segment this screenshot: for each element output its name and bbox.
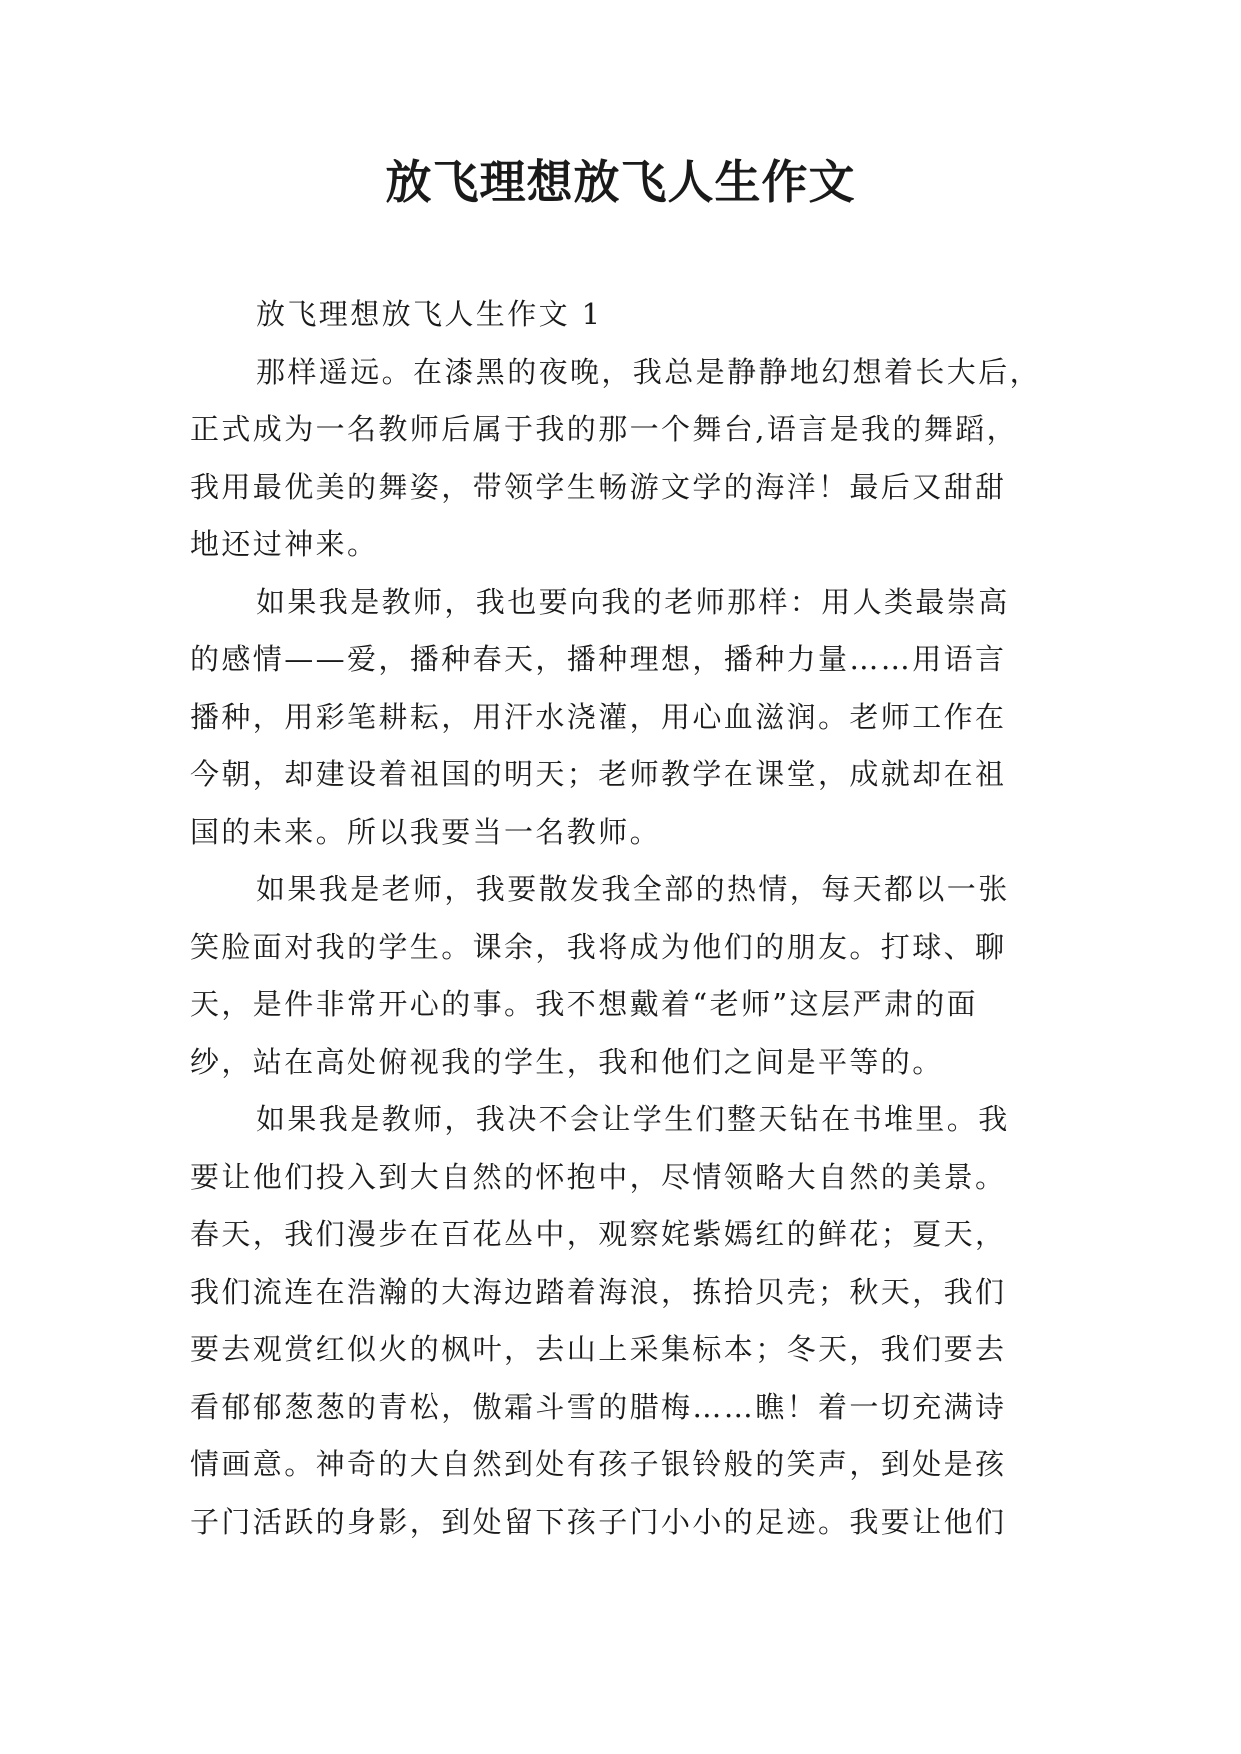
text-line: 情画意。神奇的大自然到处有孩子银铃般的笑声，到处是孩 [190, 1447, 1007, 1481]
text-line: 如果我是老师，我要散发我全部的热情，每天都以一张 [256, 872, 1010, 906]
paragraph-4 [190, 861, 1052, 1091]
document-body [190, 286, 1052, 1551]
paragraph-5 [190, 1091, 1052, 1551]
text-line: 那样遥远。在漆黑的夜晚，我总是静静地幻想着长大后， [256, 354, 1042, 389]
text-line: 春天，我们漫步在百花丛中，观察姹紫嫣红的鲜花；夏天， [190, 1217, 1007, 1251]
paragraph-2 [190, 344, 1052, 574]
text-line: 天，是件非常开心的事。我不想戴着“老师”这层严肃的面 [190, 987, 979, 1021]
text-line: 要去观赏红似火的枫叶，去山上采集标本；冬天，我们要去 [190, 1332, 1007, 1366]
text-line: 正式成为一名教师后属于我的那一个舞台,语言是我的舞蹈， [190, 412, 1019, 446]
document-title: 放飞理想放飞人生作文 [385, 155, 856, 209]
text-line: 如果我是教师，我决不会让学生们整天钻在书堆里。我 [256, 1102, 1010, 1136]
text-line: 笑脸面对我的学生。课余，我将成为他们的朋友。打球、聊 [190, 929, 1007, 964]
text-line: 纱，站在高处俯视我的学生，我和他们之间是平等的。 [190, 1044, 944, 1079]
text-line: 今朝，却建设着祖国的明天；老师教学在课堂，成就却在祖 [190, 757, 1007, 791]
text-line: 看郁郁葱葱的青松，傲霜斗雪的腊梅……瞧！着一切充满诗 [190, 1389, 1007, 1424]
text-line: 播种，用彩笔耕耘，用汗水浇灌，用心血滋润。老师工作在 [190, 699, 1007, 734]
text-line: 如果我是教师，我也要向我的老师那样：用人类最崇高 [256, 584, 1010, 619]
text-line: 国的未来。所以我要当一名教师。 [190, 814, 662, 849]
text-line: 地还过神来。 [190, 527, 379, 561]
text-line: 子门活跃的身影，到处留下孩子门小小的足迹。我要让他们 [190, 1504, 1007, 1539]
text-line: 的感情——爱，播种春天，播种理想，播种力量……用语言 [190, 642, 1007, 676]
text-line: 我用最优美的舞姿，带领学生畅游文学的海洋！最后又甜甜 [190, 469, 1007, 504]
text-line: 我们流连在浩瀚的大海边踏着海浪，拣拾贝壳；秋天，我们 [190, 1274, 1007, 1309]
paragraph-1 [190, 286, 1052, 344]
paragraph-3 [190, 574, 1052, 862]
text-line: 放飞理想放飞人生作文 1 [256, 297, 603, 331]
text-line: 要让他们投入到大自然的怀抱中，尽情领略大自然的美景。 [190, 1159, 1007, 1194]
